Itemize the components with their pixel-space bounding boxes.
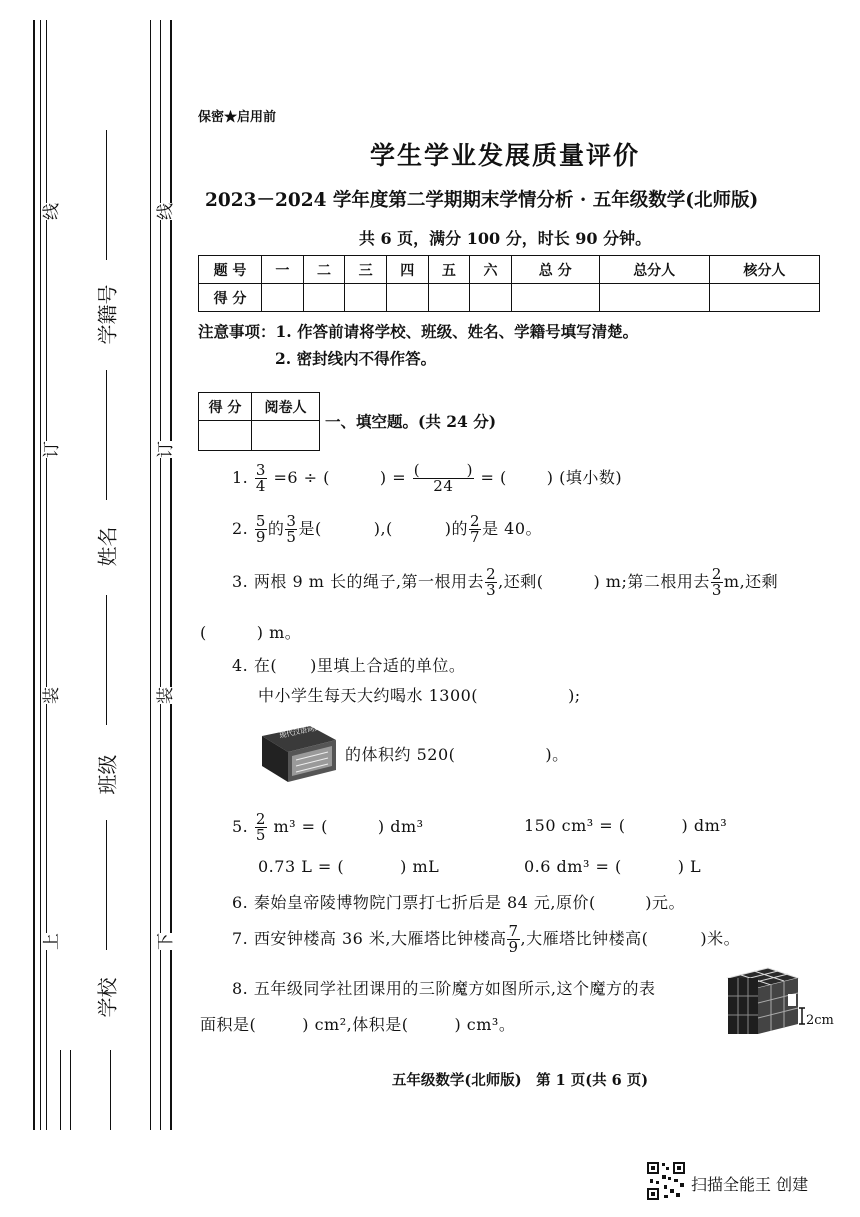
grader-score-header: 得 分 bbox=[199, 393, 252, 421]
score-input[interactable] bbox=[709, 284, 819, 312]
score-input[interactable] bbox=[428, 284, 470, 312]
question-4a: 中小学生每天大约喝水 1300( ); bbox=[258, 686, 581, 705]
section1-title: 一、填空题。(共 24 分) bbox=[325, 412, 497, 431]
score-input[interactable] bbox=[262, 284, 304, 312]
exam-subtitle: 2023－2024 学年度第二学期期末学情分析 · 五年级数学(北师版) bbox=[205, 190, 759, 211]
score-input[interactable] bbox=[303, 284, 345, 312]
score-table-header-row bbox=[199, 256, 820, 284]
seal-mark-xian-inner: 线 bbox=[156, 203, 176, 220]
name-label: 姓名 bbox=[95, 526, 120, 567]
score-table-cell: 得 分 bbox=[199, 284, 262, 312]
score-table-cell: 三 bbox=[345, 256, 387, 284]
score-table-cell: 六 bbox=[470, 256, 512, 284]
score-table-cell: 核分人 bbox=[709, 256, 819, 284]
question-3: 3. 两根 9 m 长的绳子,第一根用去 $\frac{2}{3}$ ,还剩( ) m;第二根用去 $\frac{2}{3}$ m,还剩 bbox=[232, 565, 779, 599]
book-title: 现代汉语词典 bbox=[278, 723, 322, 740]
score-table-score-row bbox=[199, 284, 820, 312]
seal-mark-shang-outer: 上 bbox=[42, 933, 62, 950]
seal-mark-ding-inner: 订 bbox=[156, 441, 176, 458]
score-table-cell: 五 bbox=[428, 256, 470, 284]
score-table-cell: 题 号 bbox=[199, 256, 262, 284]
class-label: 班级 bbox=[95, 754, 120, 795]
score-table-cell: 二 bbox=[303, 256, 345, 284]
school-label: 学校 bbox=[95, 977, 120, 1018]
score-input[interactable] bbox=[599, 284, 709, 312]
score-table bbox=[198, 255, 820, 312]
question-3-cont: ( ) m。 bbox=[200, 623, 302, 642]
score-table-cell: 一 bbox=[262, 256, 304, 284]
question-6: 6. 秦始皇帝陵博物院门票打七折后是 84 元,原价( )元。 bbox=[232, 893, 685, 912]
grader-score-input[interactable] bbox=[199, 421, 252, 451]
score-table-cell: 总分人 bbox=[599, 256, 709, 284]
question-5d: 0.6 dm³ = ( ) L bbox=[524, 857, 702, 876]
score-input[interactable] bbox=[345, 284, 387, 312]
seal-mark-xian-outer: 线 bbox=[42, 203, 62, 220]
exam-title: 学生学业发展质量评价 bbox=[369, 141, 640, 170]
seal-mark-zhuang-outer: 装 bbox=[42, 687, 62, 704]
question-5c: 0.73 L = ( ) mL bbox=[258, 857, 440, 876]
question-5a: 5. $\frac{2}{5}$ m³ = ( ) dm³ bbox=[232, 810, 424, 844]
question-4b: 的体积约 520( )。 bbox=[345, 745, 569, 764]
scanner-watermark: 扫描全能王 创建 bbox=[691, 1175, 809, 1194]
page-footer: 五年级数学(北师版) 第 1 页(共 6 页) bbox=[391, 1072, 649, 1089]
cube-dimension-label: 2cm bbox=[806, 1013, 834, 1028]
grader-table bbox=[198, 392, 320, 451]
score-table-cell: 总 分 bbox=[511, 256, 599, 284]
score-table-cell: 四 bbox=[386, 256, 428, 284]
score-input[interactable] bbox=[386, 284, 428, 312]
question-1: 1. $\frac{3}{4}$ =6 ÷ ( ) = $\frac{( )}{24}$ = ( ) (填小数) bbox=[232, 461, 623, 495]
seal-mark-zhuang-inner: 装 bbox=[156, 687, 176, 704]
question-7: 7. 西安钟楼高 36 米,大雁塔比钟楼高 $\frac{7}{9}$ ,大雁塔比钟楼高( )米。 bbox=[232, 922, 741, 956]
question-8-cont: 面积是( ) cm²,体积是( ) cm³。 bbox=[200, 1015, 516, 1034]
score-input[interactable] bbox=[470, 284, 512, 312]
score-input[interactable] bbox=[511, 284, 599, 312]
question-4: 4. 在( )里填上合适的单位。 bbox=[232, 656, 466, 675]
note-2: 2. 密封线内不得作答。 bbox=[275, 349, 437, 368]
dictionary-book-icon bbox=[258, 722, 340, 786]
note-1: 注意事项：1. 作答前请将学校、班级、姓名、学籍号填写清楚。 bbox=[198, 322, 639, 341]
seal-mark-ding-outer: 订 bbox=[42, 441, 62, 458]
exam-info: 共 6 页，满分 100 分，时长 90 分钟。 bbox=[358, 229, 652, 248]
confidential-mark: 保密★启用前 bbox=[198, 110, 277, 125]
question-8: 8. 五年级同学社团课用的三阶魔方如图所示,这个魔方的表 bbox=[232, 979, 656, 998]
grader-name-input[interactable] bbox=[252, 421, 320, 451]
qr-code-icon bbox=[646, 1161, 686, 1201]
grader-name-header: 阅卷人 bbox=[252, 393, 320, 421]
question-2: 2. $\frac{5}{9}$ 的 $\frac{3}{5}$ 是( ),( )的 $\frac{2}{7}$ 是 40。 bbox=[232, 512, 543, 546]
seal-mark-xia-inner: 下 bbox=[156, 933, 176, 950]
question-5b: 150 cm³ = ( ) dm³ bbox=[524, 816, 728, 835]
student-id-label: 学籍号 bbox=[95, 284, 120, 345]
rubik-cube-icon bbox=[722, 962, 832, 1044]
